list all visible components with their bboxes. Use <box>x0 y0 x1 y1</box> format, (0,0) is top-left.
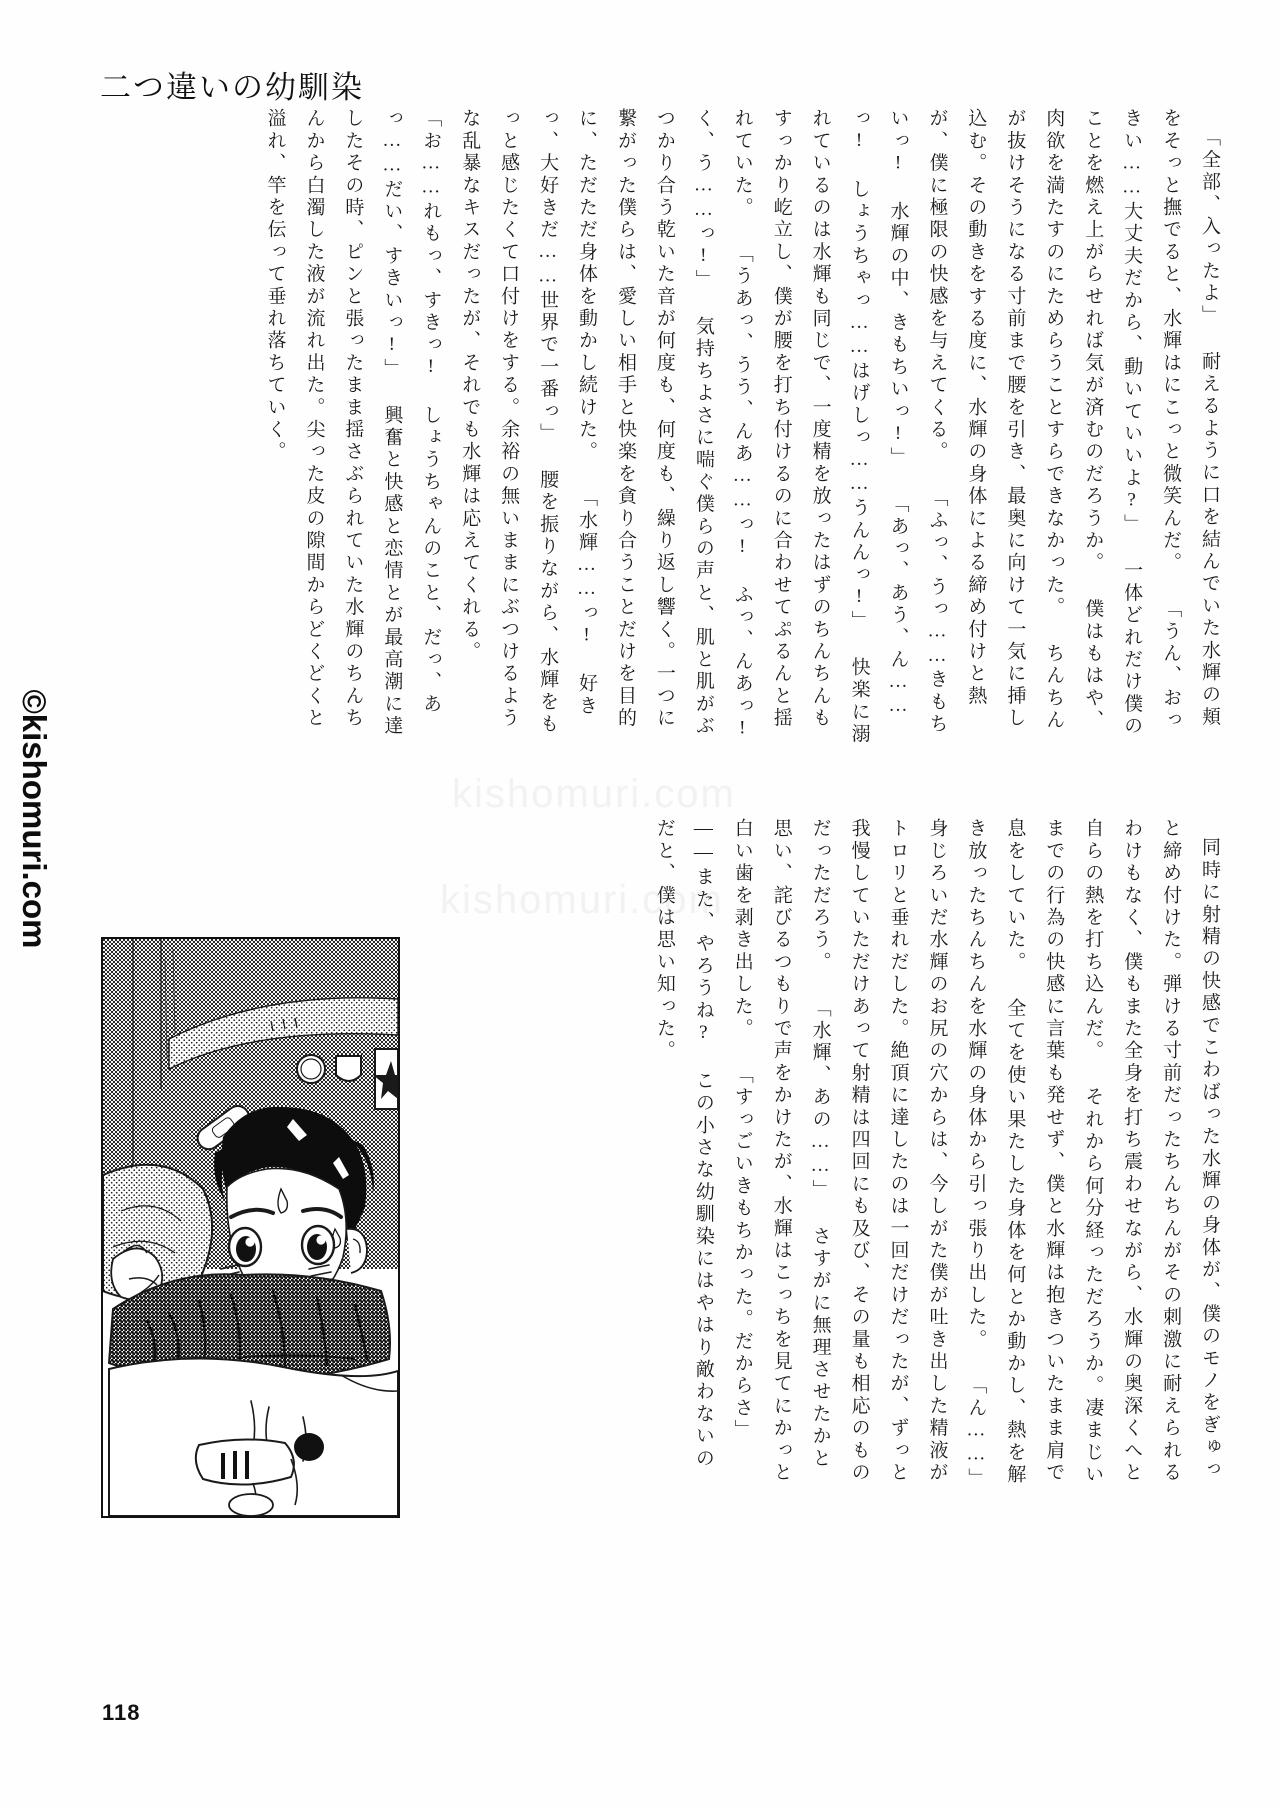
page-number: 118 <box>102 1700 141 1725</box>
body-paragraph-lower: 同時に射精の快感でこわばった水輝の身体が、僕のモノをぎゅっと締め付けた。弾ける寸前だったちんちんがその刺激に耐えられるわけもなく、僕もまた全身を打ち震わせながら、水輝の奥深くへと自らの熱を打ち込んだ。 それから何分経っただろうか。凄まじいまでの行為の快感に言葉も発せず、僕と水輝は抱きついたまま肩で息をしていた。 全てを使い果たした身体を何とか動かし、熱を解き放ったちんちんを水輝の身体から引っ張り出した。 「ん……」 身じろいだ水輝のお尻の穴からは、今しがた僕が吐き出した精液がトロリと垂れだした。絶頂に達したのは一回だけだったが、ずっと我慢していただけあって射精は四回にも及び、その量も相応のものだっただろう。 「水輝、あの……」 さすがに無理させたかと思い、詫びるつもりで声をかけたが、水輝はこっちを見てにかっと白い歯を剥き出した。 「すっごいきもちかった。だからさ」 ——また、やろうね? この小さな幼馴染にはやはり敵わないのだと、僕は思い知った。 <box>653 818 1220 1491</box>
manga-panel <box>101 937 400 1518</box>
body-text-lower-block <box>644 818 1228 1490</box>
page-title: 二つ違いの幼馴染 <box>100 70 364 105</box>
watermark-text-upper: kishomuri.com <box>452 772 736 816</box>
watermark-text-lower: kishomuri.com <box>440 878 724 922</box>
body-text-upper-block <box>255 108 1228 748</box>
body-paragraph-upper: 「全部、入ったよ」 耐えるように口を結んでいた水輝の頬をそっと撫でると、水輝はにこっと微笑んだ。 「うん、おっきい……大丈夫だから、動いていいよ?」 一体どれだけ僕のことを燃え上がらせれば気が済むのだろうか。 僕はもはや、肉欲を満たすのにためらうことすらできなかった。 ちんちんが抜けそうになる寸前まで腰を引き、最奥に向けて一気に挿し込む。その動きをする度に、水輝の身体による締め付けと熱が、僕に極限の快感を与えてくる。 「ふっ、うっ……きもちいっ! 水輝の中、きもちいっ!」 「あっ、あう、ん……っ! しょうちゃっ……はげしっ……うんんっ!」 快楽に溺れているのは水輝も同じで、一度精を放ったはずのちんちんもすっかり屹立し、僕が腰を打ち付けるのに合わせてぷるんと揺れていた。 「うあっ、うう、んあ……っ! ふっ、んあっ! く、う……っ!」 気持ちよさに喘ぐ僕らの声と、肌と肌がぶつかり合う乾いた音が何度も、何度も、繰り返し響く。一つに繋がった僕らは、愛しい相手と快楽を貪り合うことだけを目的に、ただただ身体を動かし続けた。 「水輝……っ! 好きっ、大好きだ……世界で一番っ」 腰を振りながら、水輝をもっと感じたくて口付けをする。余裕の無いままにぶつけるような乱暴なキスだったが、それでも水輝は応えてくれる。 「お……れもっ、すきっ! しょうちゃんのこと、だっ、あっ……だい、すきいっ!」 興奮と快感と恋情とが最高潮に達したその時、ピンと張ったまま揺さぶられていた水輝のちんちんから白濁した液が流れ出た。尖った皮の隙間からどくどくと溢れ、竿を伝って垂れ落ちていく。 <box>264 108 1220 746</box>
copyright-notice: ©kishomuri.com <box>16 689 53 949</box>
manga-panel-illustration <box>103 939 398 1516</box>
